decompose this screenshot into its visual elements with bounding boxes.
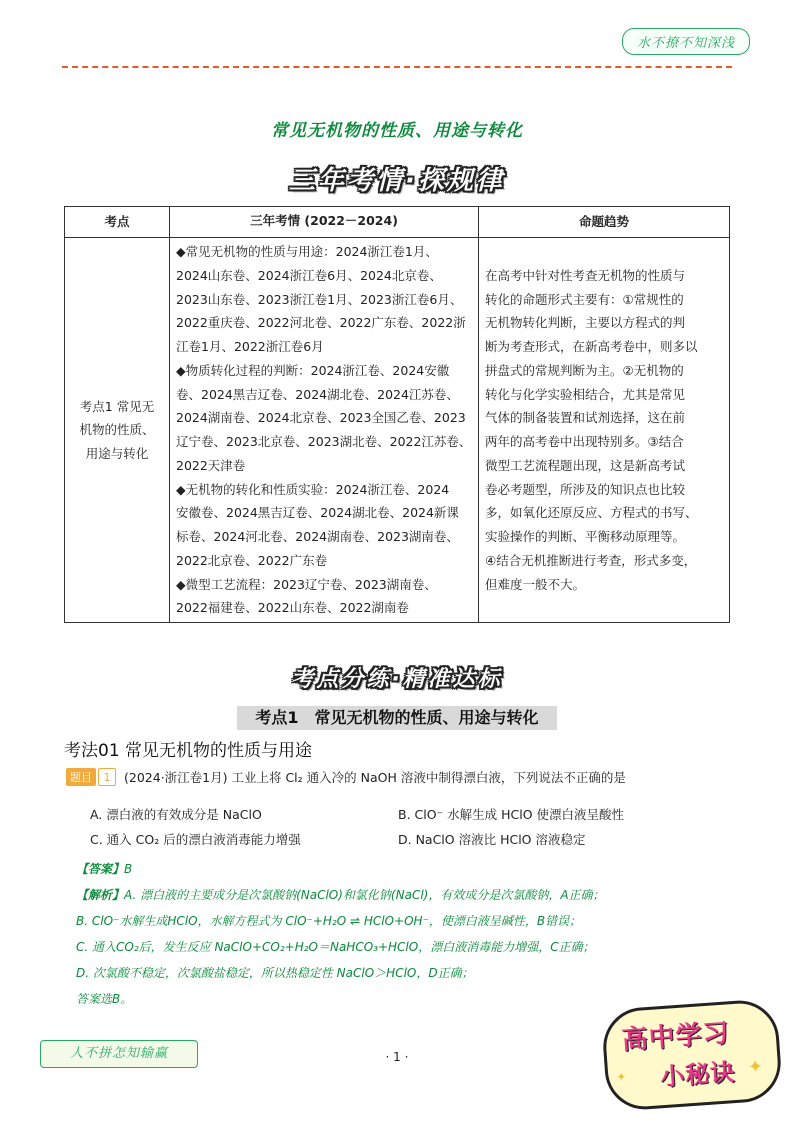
analysis-text: A. 漂白液的主要成分是次氯酸钠(NaClO)和氯化钠(NaCl)，有效成分是次氯酸钠，A正确；	[124, 888, 605, 902]
logo-line-2: 小秘诀	[659, 1058, 737, 1092]
question-number: 1	[98, 768, 116, 786]
header-divider	[62, 66, 732, 68]
analysis-label: 【解析】	[76, 888, 125, 902]
header-motto: 水不撩不知深浅	[622, 28, 750, 55]
header-trend: 命题趋势	[479, 207, 730, 238]
trend-line: 实验操作的判断、平衡移动原理等。	[485, 529, 686, 544]
topic-heading: 考点1 常见无机物的性质、用途与转化	[237, 706, 557, 730]
table-header-row	[65, 207, 730, 238]
analysis-conclusion: 答案选B。	[76, 992, 133, 1006]
trend-line: 卷必考题型，所涉及的知识点也比较	[485, 481, 686, 497]
exam-line: 2022福建卷、2022山东卷、2022湖南卷	[176, 600, 409, 616]
header-exams: 三年考情 (2022－2024)	[170, 207, 479, 238]
method-heading: 考法01 常见无机物的性质与用途	[64, 741, 313, 761]
topic-cell	[65, 238, 170, 623]
question-stem: (2024·浙江卷1月) 工业上将 Cl₂ 通入冷的 NaOH 溶液中制得漂白液，下列说法不正确的是	[124, 770, 626, 785]
document-title: 常见无机物的性质、用途与转化	[271, 121, 523, 141]
exam-line: ◆无机物的转化和性质实验：2024浙江卷、2024	[176, 481, 450, 497]
exams-cell	[170, 238, 479, 623]
section-banner-practice: 考点分练·精准达标	[291, 667, 503, 692]
analysis-line-a	[76, 886, 605, 903]
exam-line: 2022重庆卷、2022河北卷、2022广东卷、2022浙	[176, 315, 466, 331]
answer-line	[76, 860, 132, 877]
question-badge: 题目	[66, 768, 96, 786]
analysis-line-d: D. 次氯酸不稳定，次氯酸盐稳定，所以热稳定性 NaClO＞HClO，D正确；	[76, 966, 474, 980]
exam-line: ◆常见无机物的性质与用途：2024浙江卷1月、	[176, 244, 438, 259]
exam-line: 标卷、2024河北卷、2024湖南卷、2023湖南卷、	[176, 529, 459, 544]
exam-line: 辽宁卷、2023北京卷、2023湖北卷、2022江苏卷、	[176, 434, 472, 449]
exam-line: 2022北京卷、2022广东卷	[176, 552, 328, 568]
trend-line: 但难度一般不大。	[485, 576, 586, 592]
exam-line: 江卷1月、2022浙江卷6月	[176, 339, 324, 354]
option-b: B. ClO⁻ 水解生成 HClO 使漂白液呈酸性	[398, 807, 625, 822]
trend-cell	[479, 238, 730, 623]
trend-line: 转化的命题形式主要有：①常规性的	[485, 291, 684, 307]
section-banner-trends: 三年考情·探规律	[289, 166, 505, 196]
option-c: C. 通入 CO₂ 后的漂白液消毒能力增强	[90, 832, 301, 847]
exam-line: 卷、2024黑吉辽卷、2024湖北卷、2024江苏卷、	[176, 386, 459, 402]
sparkle-icon: ✦	[615, 1069, 627, 1085]
trend-line: 无机物转化判断，主要以方程式的判	[485, 315, 686, 331]
header-topic: 考点	[65, 207, 170, 238]
exam-line: 2023山东卷、2023浙江卷1月、2023浙江卷6月、	[176, 291, 463, 307]
trend-line: 两年的高考卷中出现特别多。③结合	[485, 434, 684, 449]
trend-line: 断为考查形式，在新高考卷中，则多以	[485, 339, 698, 354]
table-row	[65, 238, 730, 623]
sparkle-icon: ✦	[747, 1056, 764, 1079]
option-d: D. NaClO 溶液比 HClO 溶液稳定	[398, 832, 586, 847]
trend-line: 拼盘式的常规判断为主。②无机物的	[485, 362, 684, 378]
topic-line: 机物的性质、	[79, 422, 155, 438]
exam-line: 2024山东卷、2024浙江卷6月、2024北京卷、	[176, 267, 442, 283]
trend-line: 在高考中针对性考查无机物的性质与	[485, 267, 686, 283]
topic-line: 考点1 常见无	[79, 399, 155, 415]
question-stem-line	[66, 768, 626, 786]
analysis-line-b: B. ClO⁻水解生成HClO，水解方程式为 ClO⁻+H₂O ⇌ HClO+OH⁻，使漂白液呈碱性，B错误；	[76, 914, 582, 928]
trend-line: 转化与化学实验相结合，尤其是常见	[485, 386, 686, 402]
trend-line: ④结合无机推断进行考查，形式多变，	[485, 552, 697, 568]
exam-line: 2022天津卷	[176, 457, 246, 473]
topic-line: 用途与转化	[85, 445, 149, 461]
logo-line-1: 高中学习	[620, 1018, 731, 1056]
option-a: A. 漂白液的有效成分是 NaClO	[90, 807, 262, 822]
answer-label: 【答案】	[76, 862, 125, 876]
answer-value: B	[124, 862, 133, 876]
exam-trend-table	[64, 206, 730, 623]
footer-motto: 人不拼怎知输赢	[40, 1040, 198, 1068]
exam-line: ◆微型工艺流程：2023辽宁卷、2023湖南卷、	[176, 576, 437, 592]
trend-line: 微型工艺流程题出现，这是新高考试	[485, 457, 686, 473]
exam-line: ◆物质转化过程的判断：2024浙江卷、2024安徽	[176, 362, 450, 378]
trend-line: 气体的制备装置和试剂选择，这在前	[485, 410, 686, 426]
page-number: · 1 ·	[385, 1050, 409, 1064]
trend-line: 多，如氧化还原反应、方程式的书写、	[485, 505, 698, 521]
exam-line: 2024湖南卷、2024北京卷、2023全国乙卷、2023	[176, 410, 466, 426]
analysis-line-c: C. 通入CO₂后，发生反应 NaClO+CO₂+H₂O＝NaHCO₃+HClO，漂白液消毒能力增强，C正确；	[76, 940, 595, 954]
study-tips-logo	[601, 998, 784, 1112]
exam-line: 安徽卷、2024黑吉辽卷、2024湖北卷、2024新课	[176, 505, 459, 521]
